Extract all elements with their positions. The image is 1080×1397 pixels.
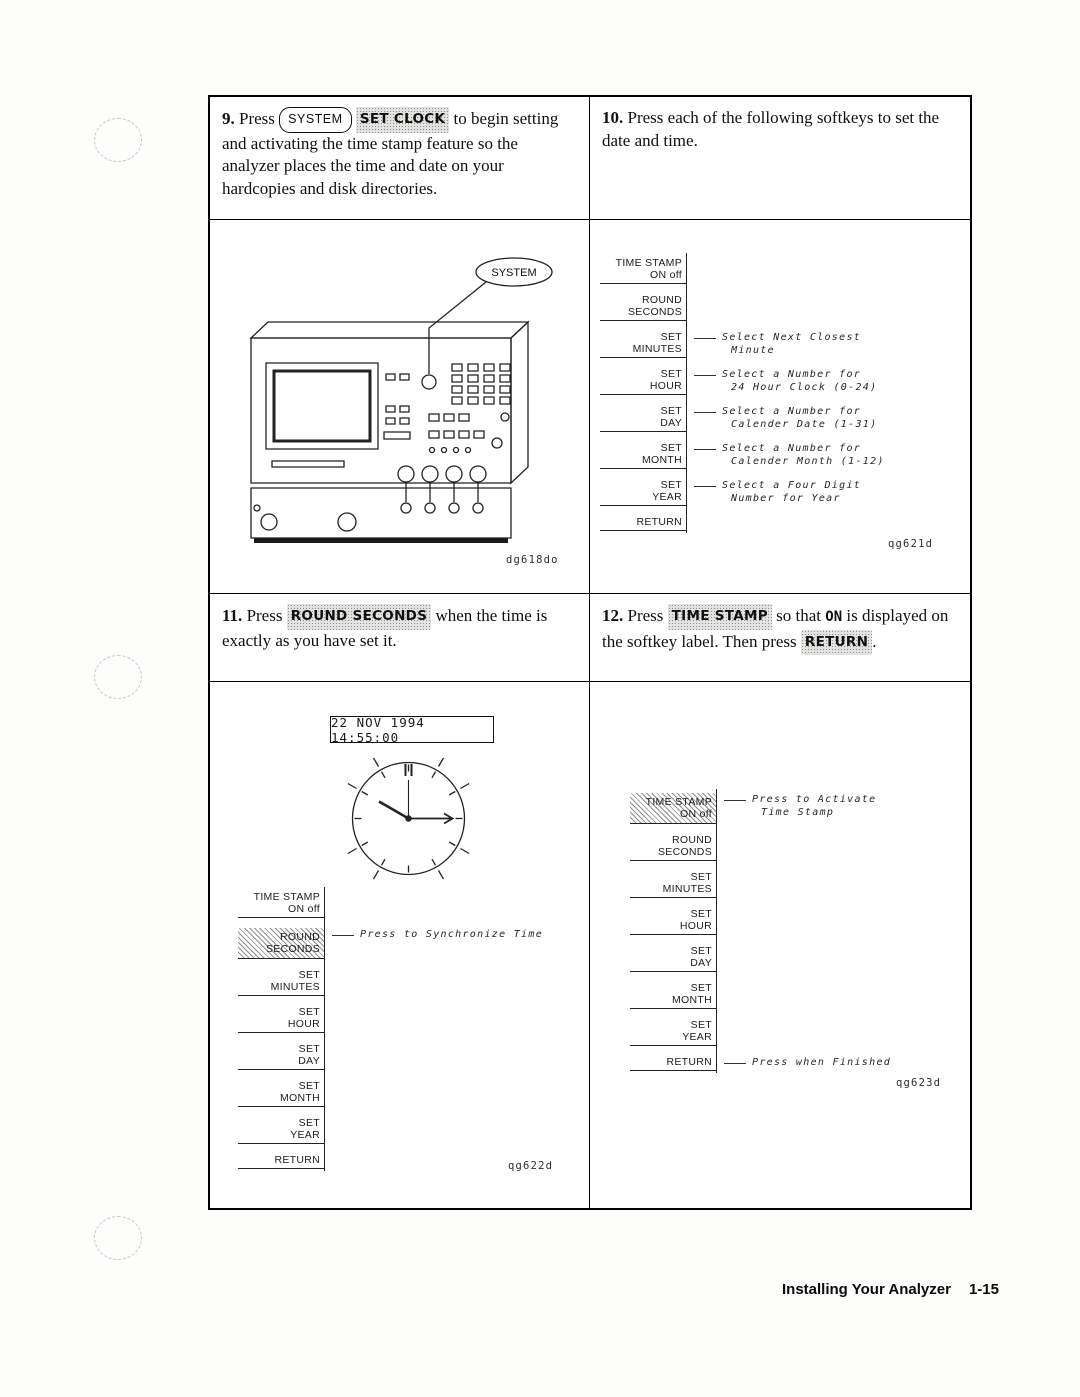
softkey-set-year xyxy=(630,1019,716,1046)
softkey-label: SET HOUR xyxy=(630,908,716,935)
softkey-set-hour xyxy=(600,368,878,395)
disk-drive-slot xyxy=(272,461,344,467)
footer-title: Installing Your Analyzer xyxy=(782,1281,951,1298)
softkey-annotation: Select a Number for Calender Date (1-31) xyxy=(722,406,878,430)
softkey-label: ROUND SECONDS xyxy=(238,928,324,959)
softkey-round-seconds xyxy=(238,928,544,959)
softkey-set-day xyxy=(238,1043,324,1070)
step-12-body: so that xyxy=(776,606,822,625)
softkey-round-seconds xyxy=(600,294,686,321)
on-indicator: ON xyxy=(825,609,843,625)
figure-caption: qg622d xyxy=(508,1160,554,1172)
softkey-return xyxy=(600,516,686,531)
page-footer xyxy=(782,1281,999,1298)
step-12-period: . xyxy=(872,631,877,651)
clock-diagram xyxy=(336,746,486,896)
softkey-label: SET DAY xyxy=(600,405,686,432)
softkey-label: SET MONTH xyxy=(630,982,716,1009)
step-10-cell xyxy=(590,97,970,220)
softkey-time-stamp-on-off xyxy=(630,793,877,824)
callout-leader-line xyxy=(429,282,486,374)
step-number: 12. xyxy=(602,606,624,625)
system-hardkey: SYSTEM xyxy=(279,107,351,133)
softkey-label: SET DAY xyxy=(630,945,716,972)
step-12-body: is displayed on the softkey label. Then press xyxy=(602,606,949,651)
instruction-table xyxy=(208,95,972,1210)
softkey-set-minutes xyxy=(600,331,862,358)
step-12-text xyxy=(602,604,958,655)
softkey-time-stamp-on-off xyxy=(600,257,686,284)
softkey-set-year xyxy=(600,479,862,506)
softkey-return xyxy=(238,1154,324,1169)
step-11-press: Press xyxy=(246,606,283,625)
softkey-label: TIME STAMP ON off xyxy=(238,891,324,918)
softkey-label: SET MONTH xyxy=(600,442,686,469)
softkey-round-seconds xyxy=(630,834,716,861)
hour-hand xyxy=(379,802,409,819)
step-number: 11. xyxy=(222,606,243,625)
step-11-text xyxy=(222,604,577,652)
softkey-label: ROUND SECONDS xyxy=(600,294,686,321)
analyzer-diagram xyxy=(224,236,560,556)
keypad-buttons xyxy=(384,364,510,453)
figure-caption: dg618do xyxy=(506,554,559,566)
softkey-menu-1 xyxy=(600,253,885,533)
softkey-label: SET HOUR xyxy=(238,1006,324,1033)
clock-diagram-cell xyxy=(210,682,590,1208)
step-9-cell xyxy=(210,97,590,220)
set-clock-softkey: SET CLOCK xyxy=(356,107,449,133)
softkey-label: TIME STAMP ON off xyxy=(630,793,716,824)
softkey-label: ROUND SECONDS xyxy=(630,834,716,861)
softkey-label: SET MONTH xyxy=(238,1080,324,1107)
softkey-time-stamp-on-off xyxy=(238,891,324,918)
analyzer-screen-bezel xyxy=(266,363,378,449)
softkey-label: RETURN xyxy=(238,1154,324,1169)
softkey-label: SET MINUTES xyxy=(630,871,716,898)
softkey-annotation: Press to Synchronize Time xyxy=(360,929,544,940)
front-connectors xyxy=(398,466,486,502)
softkey-label: SET MINUTES xyxy=(238,969,324,996)
clock-center xyxy=(406,816,411,821)
softkey-set-minutes xyxy=(630,871,716,898)
step-9-text xyxy=(222,107,577,200)
softkey-annotation: Press when Finished xyxy=(752,1057,892,1068)
softkey-annotation: Select a Four Digit Number for Year xyxy=(722,480,862,504)
step-9-press: Press xyxy=(239,109,275,128)
analyzer-top-face xyxy=(251,322,528,338)
timestamp-value: 22 NOV 1994 14:55:00 xyxy=(331,714,425,745)
hole-punch-mark xyxy=(94,118,142,162)
softkey-label: SET YEAR xyxy=(630,1019,716,1046)
softkey-set-hour xyxy=(630,908,716,935)
softkey-annotation: Select Next Closest Minute xyxy=(722,332,862,356)
step-9-body: to begin setting and activating the time stamp feature so the analyzer places the time and date on your hardcopies and disk directories. xyxy=(222,109,559,198)
round-seconds-softkey: ROUND SECONDS xyxy=(287,604,432,630)
softkey-annotation: Select a Number for 24 Hour Clock (0-24) xyxy=(722,369,878,393)
softkey-set-day xyxy=(600,405,878,432)
softkey-set-hour xyxy=(238,1006,324,1033)
softkey-set-month xyxy=(630,982,716,1009)
softkey-return xyxy=(630,1056,892,1071)
timestamp-box xyxy=(330,716,494,743)
step-10-text xyxy=(602,107,958,152)
softkey-set-year xyxy=(238,1117,324,1144)
instrument-base xyxy=(254,538,508,543)
time-stamp-softkey: TIME STAMP xyxy=(668,604,772,630)
softkey-annotation: Press to Activate Time Stamp xyxy=(752,794,877,818)
softkey-label: TIME STAMP ON off xyxy=(600,257,686,284)
hole-punch-mark xyxy=(94,1216,142,1260)
step-number: 9. xyxy=(222,109,235,128)
softkey-label: SET HOUR xyxy=(600,368,686,395)
softkey-set-minutes xyxy=(238,969,324,996)
softkey-label: SET DAY xyxy=(238,1043,324,1070)
softkey-label: RETURN xyxy=(630,1056,716,1071)
step-12-press: Press xyxy=(627,606,664,625)
analyzer-screen xyxy=(274,371,370,441)
page-number: 1-15 xyxy=(968,1281,999,1298)
softkey-menu-3-cell xyxy=(590,682,970,1208)
figure-caption: qg621d xyxy=(888,538,934,550)
softkey-label: SET YEAR xyxy=(238,1117,324,1144)
softkey-annotation: Select a Number for Calender Month (1-12) xyxy=(722,443,885,467)
analyzer-side-face xyxy=(511,322,528,483)
system-key xyxy=(422,375,436,389)
softkey-label: RETURN xyxy=(600,516,686,531)
step-11-cell xyxy=(210,594,590,682)
minute-hand xyxy=(409,814,453,824)
step-11-body: when the time is exactly as you have set it. xyxy=(222,606,548,650)
softkey-label: SET YEAR xyxy=(600,479,686,506)
softkey-menu-1-cell xyxy=(590,220,970,594)
hole-punch-mark xyxy=(94,655,142,699)
softkey-menu-3 xyxy=(630,789,892,1073)
system-callout-label: SYSTEM xyxy=(491,267,537,279)
step-number: 10. xyxy=(602,108,624,127)
analyzer-diagram-cell xyxy=(210,220,590,594)
step-10-body: Press each of the following softkeys to set the date and time. xyxy=(602,108,940,150)
step-12-cell xyxy=(590,594,970,682)
softkey-label: SET MINUTES xyxy=(600,331,686,358)
figure-caption: qg623d xyxy=(896,1077,942,1089)
test-set-unit xyxy=(251,488,511,538)
softkey-set-day xyxy=(630,945,716,972)
softkey-set-month xyxy=(600,442,885,469)
return-softkey: RETURN xyxy=(801,630,872,656)
softkey-set-month xyxy=(238,1080,324,1107)
test-set-connectors xyxy=(254,503,483,531)
